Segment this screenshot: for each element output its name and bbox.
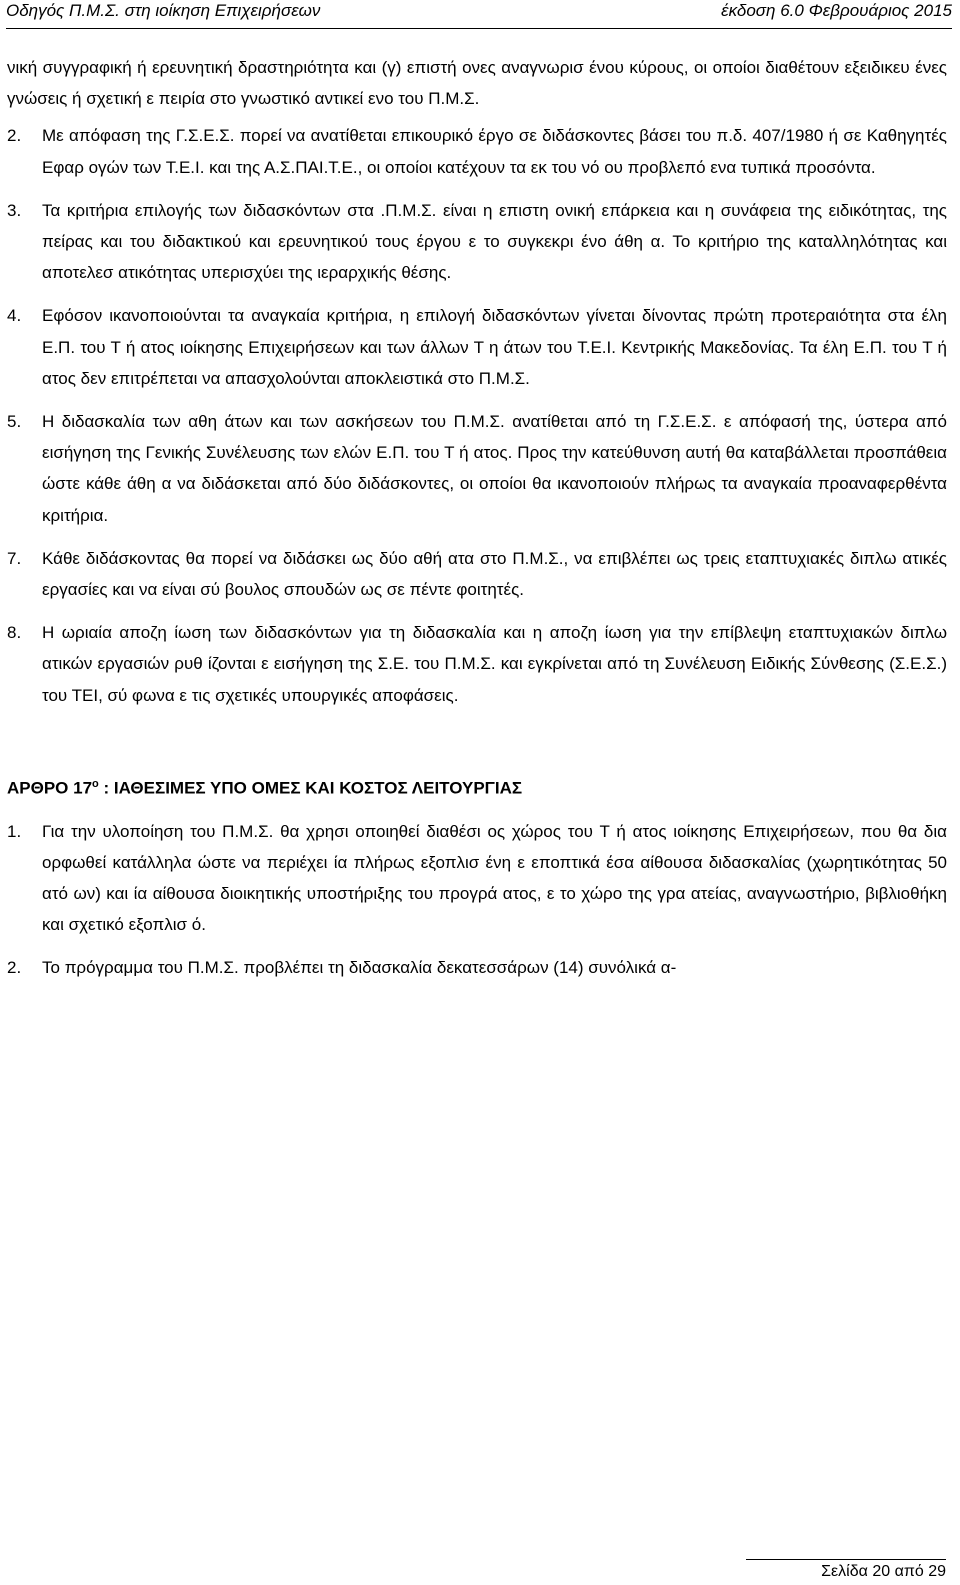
- item-text: Τα κριτήρια επιλογής των διδασκόντων στα .Π.Μ.Σ. είναι η επιστη ονική επάρκεια και η συνάφεια της ειδικότητας, της πείρας και του διδακτικού και ερευνητικού τους έργου ε το συγκεκρι ένο άθη α. Το κριτήριο της καταλληλότητας και αποτελεσ ατικότητας υπερισχύει της ιεραρχικής θέσης.: [42, 200, 947, 283]
- list-item: [7, 406, 947, 531]
- article-heading: [7, 769, 947, 804]
- item-number: 3.: [7, 200, 22, 220]
- item-number: 4.: [7, 306, 22, 326]
- item-number: 8.: [7, 623, 22, 643]
- article-superscript: ο: [92, 777, 99, 790]
- list-item: [7, 617, 947, 711]
- item-text: Η ωριαία αποζη ίωση των διδασκόντων για τη διδασκαλία και η αποζη ίωση για την επίβλεψη εταπτυχιακών διπλω ατικών εργασιών ρυθ ίζονται ε εισήγηση της Σ.Ε. του Π.Μ.Σ. και εγκρίνεται από τη Συνέλευση Ειδικής Σύνθεσης (Σ.Ε.Σ.) του ΤΕΙ, σύ φωνα ε τις σχετικές υπουργικές αποφάσεις.: [42, 623, 947, 705]
- item-text: Κάθε διδάσκοντας θα πορεί να διδάσκει ως δύο αθή ατα στο Π.Μ.Σ., να επιβλέπει ως τρεις εταπτυχιακές διπλω ατικές εργασίες και να είναι σύ βουλος σπουδών ως σε πέντε φοιτητές.: [42, 548, 947, 600]
- document-body: [7, 52, 947, 984]
- item-number: 1.: [7, 821, 22, 841]
- item-text: Για την υλοποίηση του Π.Μ.Σ. θα χρησι οποιηθεί διαθέσι ος χώρος του Τ ή ατος ιοίκησης Επιχειρήσεων, που θα δια ορφωθεί κατάλληλα ώστε να περιέχει ία πλήρως εξοπλισ ένη ε εποπτικά έσα αίθουσα διδασκαλίας (χωρητικότητας 50 ατό ων) και ία αίθουσα διοικητικής υποστήριξης του προγρά ατος, ε το χώρο της γρα ατείας, αναγνωστήριο, βιβλιοθήκη και σχετικό εξοπλισ ό.: [42, 821, 947, 935]
- item-text: Με απόφαση της Γ.Σ.Ε.Σ. πορεί να ανατίθεται επικουρικό έργο σε διδάσκοντες βάσει του π.δ. 407/1980 ή σε Καθηγητές Εφαρ ογών των Τ.Ε.Ι. και της Α.Σ.ΠΑΙ.Τ.Ε., οι οποίοι κατέχουν τα εκ του νό ου προβλεπό ενα τυπικά προσόντα.: [42, 126, 947, 177]
- intro-paragraph: νική συγγραφική ή ερευνητική δραστηριότητα και (γ) επιστή ονες αναγνωρισ ένου κύρους, οι οποίοι διαθέτουν εξειδικευ ένες γνώσεις ή σχετική ε πειρία στο γνωστικό αντικεί ενο του Π.Μ.Σ.: [7, 58, 947, 109]
- list-item: [7, 120, 947, 182]
- item-text: Το πρόγραμμα του Π.Μ.Σ. προβλέπει τη διδασκαλία δεκατεσσάρων (14) συνόλικά α-: [42, 958, 677, 978]
- header-title: Οδηγός Π.Μ.Σ. στη ιοίκηση Επιχειρήσεων: [6, 1, 321, 20]
- item-number: 7.: [7, 548, 22, 568]
- list-item: [7, 952, 947, 983]
- item-number: 2.: [7, 958, 22, 978]
- list-item: [7, 195, 947, 289]
- page-number: Σελίδα 20 από 29: [746, 1559, 946, 1582]
- list-item: [7, 300, 947, 394]
- item-text: Η διδασκαλία των αθη άτων και των ασκήσεων του Π.Μ.Σ. ανατίθεται από τη Γ.Σ.Ε.Σ. ε απόφασή της, ύστερα από εισήγηση της Γενικής Συνέλευσης των ελών Ε.Π. του Τ ή ατος. Προς την κατεύθυνση αυτή θα καταβάλλεται προσπάθεια ώστε κάθε άθη α να διδάσκεται από δύο διδάσκοντες, οι οποίοι θα ικανοποιούν πλήρως τα αναγκαία προαναφερθέντα κριτήρια.: [42, 412, 947, 525]
- article-title: : ΙΑΘΕΣΙΜΕΣ ΥΠΟ ΟΜΕΣ ΚΑΙ ΚΟΣΤΟΣ ΛΕΙΤΟΥΡΓΙΑΣ: [98, 778, 523, 798]
- list-item: [7, 816, 947, 941]
- article-prefix: ΑΡΘΡΟ 17: [7, 778, 93, 798]
- page-header: [6, 0, 952, 29]
- item-number: 2.: [7, 126, 22, 146]
- list-item: [7, 543, 947, 605]
- item-number: 5.: [7, 412, 22, 432]
- item-text: Εφόσον ικανοποιούνται τα αναγκαία κριτήρια, η επιλογή διδασκόντων γίνεται δίνοντας πρώτη προτεραιότητα στα έλη Ε.Π. του Τ ή ατος ιοίκησης Επιχειρήσεων και των άλλων Τ η άτων του Τ.Ε.Ι. Κεντρικής Μακεδονίας. Τα έλη Ε.Π. του Τ ή ατος δεν επιτρέπεται να απασχολούνται αποκλειστικά στο Π.Μ.Σ.: [42, 306, 947, 388]
- header-edition: έκδοση 6.0 Φεβρουάριος 2015: [721, 1, 952, 20]
